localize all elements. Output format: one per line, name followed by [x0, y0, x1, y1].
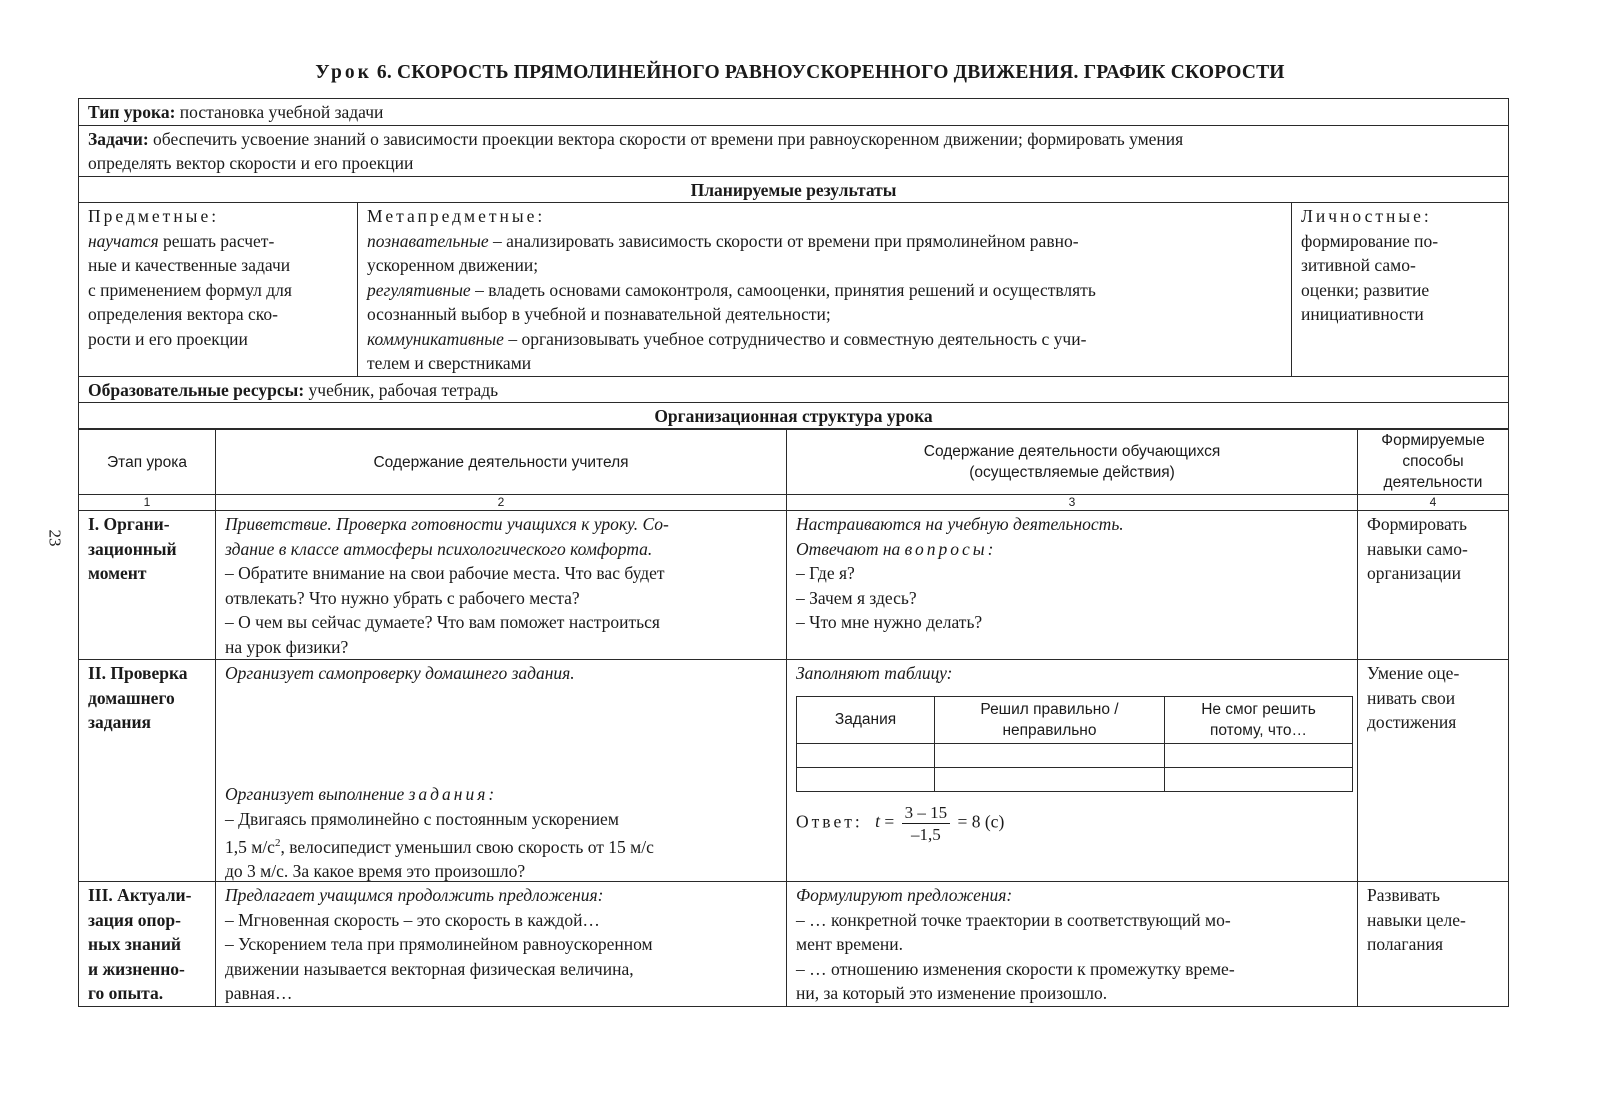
student-cell	[787, 882, 1358, 1007]
meta-item-text: ускоренном движении;	[367, 255, 539, 275]
stage-cell	[79, 660, 216, 882]
skills-line: Развивать	[1367, 885, 1441, 906]
student-line: мент времени.	[796, 934, 903, 955]
self-check-row	[797, 743, 1353, 767]
teacher-line: на урок физики?	[225, 636, 349, 657]
skills-line: нивать свои	[1367, 687, 1456, 708]
self-check-cell[interactable]	[935, 743, 1165, 767]
personal-results-label: Личностные:	[1301, 206, 1432, 226]
title-prefix: Урок	[315, 62, 372, 83]
stage-line: III. Актуали-	[88, 885, 192, 906]
column-number: 3	[787, 495, 1358, 511]
student-line: ни, за который это изменение произошло.	[796, 983, 1108, 1004]
skills-line: организации	[1367, 563, 1461, 584]
self-check-header-failed-1: Не смог решить	[1201, 700, 1316, 718]
stage-line: I. Органи-	[88, 514, 170, 535]
lesson-plan	[78, 98, 1508, 1007]
self-check-cell[interactable]	[797, 743, 935, 767]
teacher-task-unit-sup: 2	[274, 837, 281, 850]
self-check-header-failed	[1165, 696, 1353, 743]
teacher-cell	[216, 660, 787, 882]
column-header-stage: Этап урока	[79, 429, 216, 495]
student-answer-label: Отвечают на	[796, 538, 901, 559]
column-number: 1	[79, 495, 216, 511]
self-check-row	[797, 767, 1353, 791]
skills-cell	[1358, 882, 1509, 1007]
teacher-line: отвлекать? Что нужно убрать с рабочего места?	[225, 587, 580, 608]
column-number: 2	[216, 495, 787, 511]
meta-results-cell	[358, 203, 1292, 377]
self-check-header-solved-2: неправильно	[1002, 721, 1097, 739]
column-header-skills	[1358, 429, 1509, 495]
student-intro: Формулируют предложения:	[796, 885, 1013, 906]
personal-results-line: зитивной само-	[1301, 255, 1416, 275]
subject-results-line-1: решать расчет-	[162, 230, 275, 251]
student-line: – … отношению изменения скорости к промежутку време-	[796, 958, 1235, 979]
subject-results-lead: научатся	[88, 230, 159, 251]
student-line: – Зачем я здесь?	[796, 587, 917, 608]
table-row	[79, 882, 1509, 1007]
teacher-task-word: задания:	[408, 784, 498, 805]
teacher-cell	[216, 511, 787, 660]
subject-results-cell	[79, 203, 358, 377]
page-number: 23	[45, 529, 65, 547]
skills-cell	[1358, 511, 1509, 660]
teacher-intro: Предлагает учащимся продолжить предложения:	[225, 885, 604, 906]
stage-line: го опыта.	[88, 983, 164, 1004]
answer-result: = 8 (с)	[957, 811, 1005, 832]
teacher-line: – О чем вы сейчас думаете? Что вам поможет настроиться	[225, 612, 660, 633]
column-header-students-line-2: (осуществляемые действия)	[969, 464, 1175, 482]
student-cell	[787, 511, 1358, 660]
resources-row	[79, 376, 1509, 403]
student-line: – … конкретной точке траектории в соответствующий мо-	[796, 909, 1231, 930]
student-intro: Настраиваются на учебную деятельность.	[796, 514, 1124, 535]
structure-heading: Организационная структура урока	[79, 403, 1509, 430]
structure-table	[78, 428, 1509, 1007]
stage-cell	[79, 882, 216, 1007]
planned-results-heading: Планируемые результаты	[79, 176, 1509, 203]
teacher-line: движении называется векторная физическая величина,	[225, 958, 634, 979]
self-check-header-solved-1: Решил правильно /	[980, 700, 1119, 718]
self-check-header-failed-2: потому, что…	[1210, 721, 1307, 739]
skills-line: Умение оце-	[1367, 663, 1460, 684]
column-header-skills-line-3: деятельности	[1383, 474, 1483, 492]
answer-label: Ответ:	[796, 811, 863, 832]
meta-item-key: коммуникативные	[367, 328, 504, 349]
meta-item-key: познавательные	[367, 230, 489, 251]
self-check-cell[interactable]	[1165, 767, 1353, 791]
personal-results-line: инициативности	[1301, 304, 1424, 324]
tasks-line-2: определять вектор скорости и его проекции	[88, 153, 414, 173]
skills-line: полагания	[1367, 934, 1444, 955]
lesson-header-table	[78, 98, 1509, 430]
teacher-intro: Организует самопроверку домашнего задания.	[225, 663, 575, 684]
personal-results-line: оценки; развитие	[1301, 279, 1430, 300]
lesson-type-value: постановка учебной задачи	[179, 102, 384, 122]
tasks-row	[79, 125, 1509, 176]
page-title	[0, 62, 1600, 84]
stage-line: и жизненно-	[88, 958, 185, 979]
self-check-table	[796, 696, 1353, 792]
self-check-header-tasks: Задания	[797, 696, 935, 743]
stage-line: ных знаний	[88, 934, 181, 955]
teacher-line: – Ускорением тела при прямолинейном равноускоренном	[225, 934, 653, 955]
skills-line: достижения	[1367, 712, 1457, 733]
skills-line: Формировать	[1367, 514, 1467, 535]
subject-results-label: Предметные:	[88, 206, 220, 226]
column-header-students-line-1: Содержание деятельности обучающихся	[923, 443, 1221, 461]
skills-cell	[1358, 660, 1509, 882]
teacher-task-label: Организует выполнение	[225, 784, 405, 805]
stage-cell	[79, 511, 216, 660]
answer-fraction	[902, 802, 951, 845]
table-row	[79, 511, 1509, 660]
teacher-line: равная…	[225, 983, 293, 1004]
title-text: 6. СКОРОСТЬ ПРЯМОЛИНЕЙНОГО РАВНОУСКОРЕННОГО ДВИЖЕНИЯ. ГРАФИК СКОРОСТИ	[376, 62, 1285, 83]
column-header-skills-line-2: способы	[1402, 453, 1464, 471]
subject-results-line-4: определения вектора ско-	[88, 304, 278, 324]
stage-line: II. Проверка	[88, 663, 188, 684]
lesson-type-row	[79, 99, 1509, 126]
answer-numerator: 3 – 15	[902, 802, 951, 824]
teacher-task-unit: 1,5 м/с	[225, 836, 275, 857]
column-header-students	[787, 429, 1358, 495]
resources-value: учебник, рабочая тетрадь	[308, 379, 499, 400]
subject-results-line-2: ные и качественные задачи	[88, 255, 291, 275]
teacher-task-unit-rest: , велосипедист уменьшил свою скорость от 15 м/с	[280, 836, 654, 857]
column-header-skills-line-1: Формируемые	[1381, 432, 1485, 450]
meta-item-text: осознанный выбор в учебной и познавательной деятельности;	[367, 304, 831, 324]
tasks-line-1: обеспечить усвоение знаний о зависимости проекции вектора скорости от времени при равноускоренном движении; формировать умения	[153, 128, 1184, 149]
subject-results-line-3: с применением формул для	[88, 279, 292, 300]
self-check-cell[interactable]	[797, 767, 935, 791]
student-cell	[787, 660, 1358, 882]
meta-item-text: – анализировать зависимость скорости от времени при прямолинейном равно-	[493, 230, 1079, 251]
meta-item-key: регулятивные	[367, 279, 471, 300]
teacher-cell	[216, 882, 787, 1007]
teacher-line: – Обратите внимание на свои рабочие места. Что вас будет	[225, 563, 665, 584]
stage-line: задания	[88, 712, 152, 733]
stage-line: зационный	[88, 538, 177, 559]
meta-item-text: – организовывать учебное сотрудничество и совместную деятельность с учи-	[508, 328, 1087, 349]
stage-line: домашнего	[88, 687, 175, 708]
self-check-cell[interactable]	[935, 767, 1165, 791]
student-intro: Заполняют таблицу:	[796, 663, 953, 684]
student-line: – Где я?	[796, 563, 855, 584]
resources-label: Образовательные ресурсы:	[88, 379, 305, 400]
stage-line: момент	[88, 563, 147, 584]
student-answer-word: вопросы:	[904, 538, 997, 559]
tasks-label: Задачи:	[88, 128, 149, 149]
teacher-task-last: до 3 м/с. За какое время это произошло?	[225, 861, 526, 882]
teacher-intro-line: здание в классе атмосферы психологического комфорта.	[225, 538, 653, 559]
skills-line: навыки само-	[1367, 538, 1468, 559]
student-line: – Что мне нужно делать?	[796, 612, 983, 633]
skills-line: навыки целе-	[1367, 909, 1466, 930]
self-check-cell[interactable]	[1165, 743, 1353, 767]
answer-denominator: –1,5	[910, 824, 941, 844]
table-row	[79, 660, 1509, 882]
teacher-line: – Мгновенная скорость – это скорость в каждой…	[225, 909, 600, 930]
self-check-header-solved	[935, 696, 1165, 743]
lesson-type-label: Тип урока:	[88, 102, 176, 122]
personal-results-line: формирование по-	[1301, 230, 1439, 251]
column-header-teacher: Содержание деятельности учителя	[216, 429, 787, 495]
stage-line: зация опор-	[88, 909, 181, 930]
teacher-task-line: – Двигаясь прямолинейно с постоянным ускорением	[225, 808, 619, 829]
meta-results-label: Метапредметные:	[367, 206, 546, 226]
personal-results-cell	[1292, 203, 1509, 377]
meta-item-text: – владеть основами самоконтроля, самооценки, принятия решений и осуществлять	[475, 279, 1096, 300]
subject-results-line-5: рости и его проекции	[88, 328, 248, 349]
teacher-intro-line: Приветствие. Проверка готовности учащихся к уроку. Со-	[225, 514, 669, 535]
meta-item-text: телем и сверстниками	[367, 353, 532, 373]
answer-formula: Ответ: t = $\frac{3 - 15}{-1,5}$ = 8 (с)	[796, 802, 1005, 844]
column-number: 4	[1358, 495, 1509, 511]
answer-variable: t	[875, 811, 880, 832]
